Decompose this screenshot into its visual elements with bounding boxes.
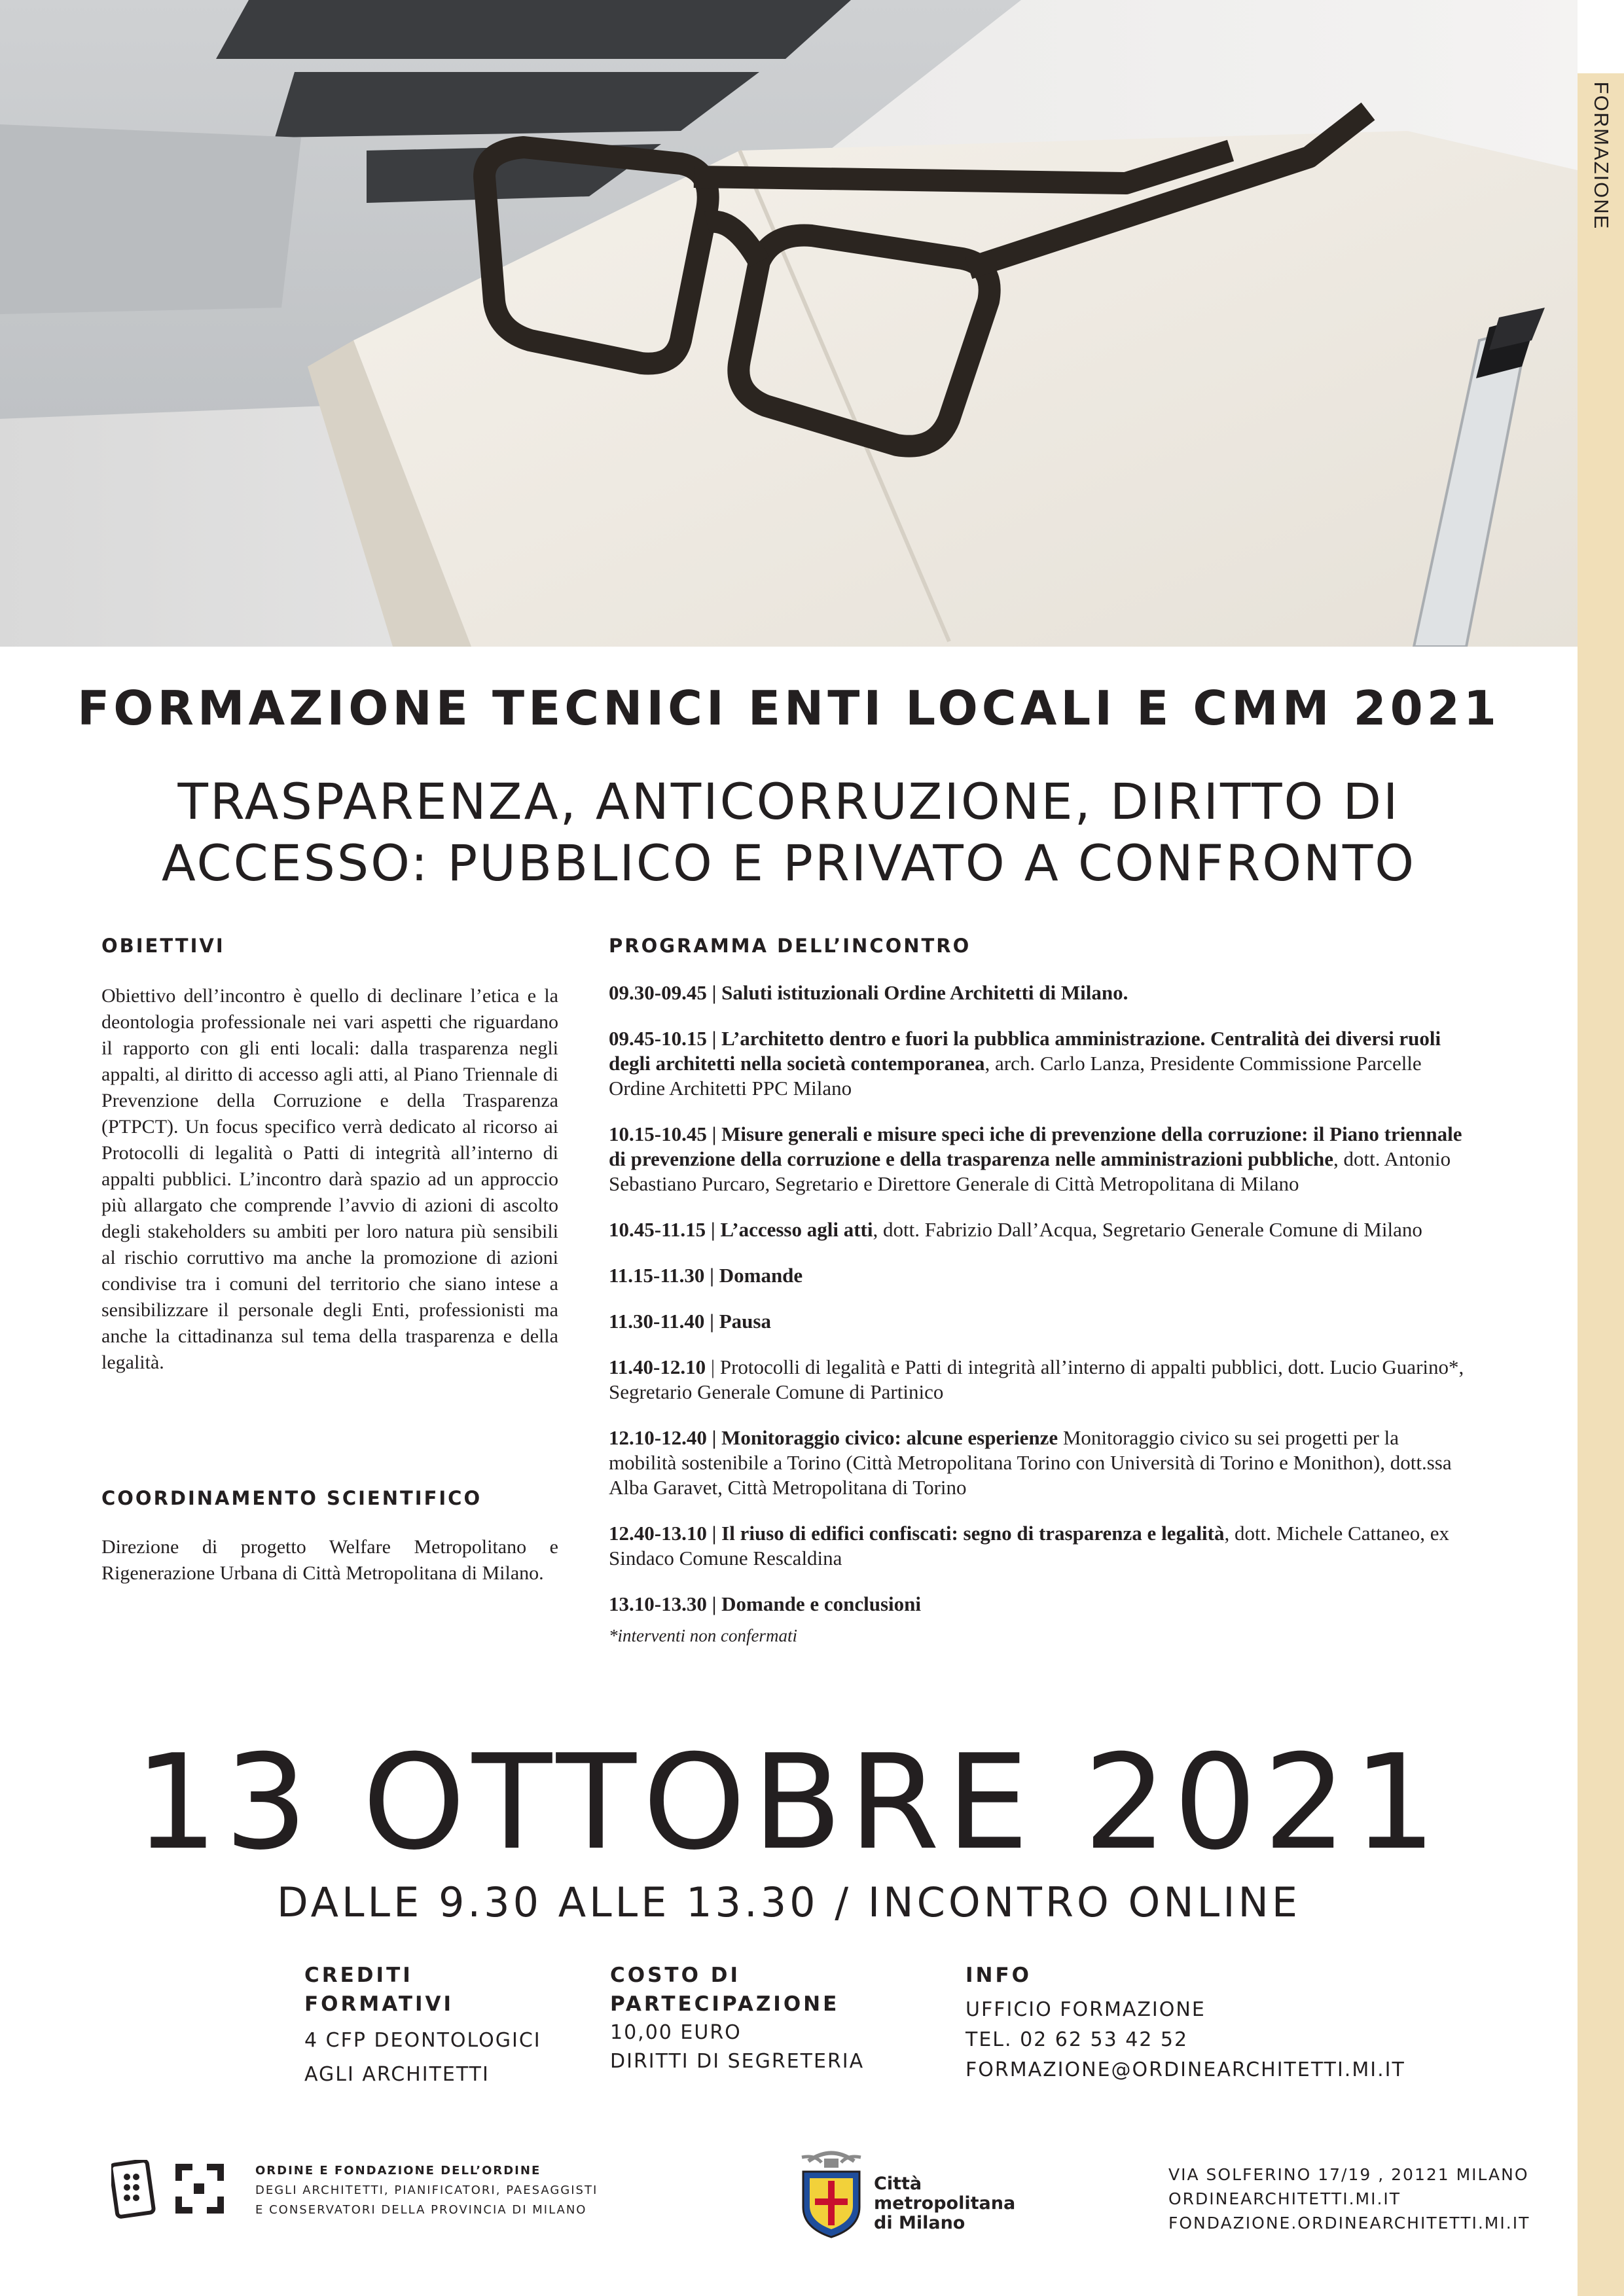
order-name: ORDINE E FONDAZIONE DELL’ORDINE DEGLI ARCHITETTI, PIANIFICATORI, PAESAGGISTI E CONSERVATORI DELLA PROVINCIA DI MILANO — [255, 2164, 598, 2217]
coordination-text: Direzione di progetto Welfare Metropolitano e Rigenerazione Urbana di Città Metropolitana di Milano. — [101, 1536, 558, 1584]
program-item: 12.40-13.10 | Il riuso di edifici confiscati: segno di trasparenza e legalità, dott. Michele Cattaneo, ex Sindaco Comune Rescaldina — [609, 1522, 1449, 1570]
subtitle-line: ACCESSO: PUBBLICO E PRIVATO A CONFRONTO — [161, 834, 1416, 892]
hero-photo — [0, 0, 1578, 647]
program-note: *interventi non confermati — [609, 1626, 797, 1645]
event-date: 13 OTTOBRE 2021 — [134, 1727, 1443, 1879]
subtitle — [0, 771, 1578, 894]
metro-crest-icon — [795, 2148, 867, 2243]
credits-heading: CREDITI — [304, 1964, 413, 1987]
program-item: 11.30-11.40 | Pausa — [609, 1310, 771, 1333]
program-item: 09.45-10.15 | L’architetto dentro e fuori la pubblica amministrazione. Centralità dei diversi ruoli degli architetti nella società contemporanea, arch. Carlo Lanza, Presidente Commissione Parcelle Ordine Architetti PPC Milano — [609, 1027, 1441, 1100]
objectives-heading: OBIETTIVI — [101, 935, 225, 957]
cost-line: DIRITTI DI SEGRETERIA — [610, 2050, 865, 2073]
program-item: 10.15-10.45 | Misure generali e misure speci iche di prevenzione della corruzione: il Piano triennale di prevenzione della corruzione e della trasparenza nelle amministrazioni pubbliche, dott. Antonio Sebastiano Purcaro, Segretario e Direttore Generale di Città Metropolitana di Milano — [609, 1122, 1462, 1195]
cost-heading: PARTECIPAZIONE — [610, 1992, 840, 2016]
info-block — [965, 1961, 1405, 2085]
credits-line: 4 CFP DEONTOLOGICI — [304, 2029, 541, 2052]
metro-name: Città metropolitana di Milano — [874, 2174, 1016, 2233]
objectives-text: Obiettivo dell’incontro è quello di declinare l’etica e la deontologia professionale nei vari aspetti che riguardano il rapporto con gli enti locali: dalla trasparenza negli appalti, al diritto di accesso agli atti, al Piano Triennale di Prevenzione della Corruzione e della Trasparenza (PTPCT). Un focus specifico verrà dedicato al ricorso ai Protocolli di legalità o Patti di integrità all’interno di appalti pubblici. L’incontro darà spazio ad un approccio più allargato che comprende l’avvio di azioni di ascolto degli stakeholders su ambiti per loro natura più sensibili al rischio corruttivo ma anche la promozione di azioni condivise tra i comuni del territorio che siano intese a sensibilizzare il personale degli Enti, professionisti ma anche la cittadinanza sul tema della trasparenza e della legalità. — [101, 985, 558, 1373]
info-phone: TEL. 02 62 53 42 52 — [965, 2028, 1189, 2051]
program-list — [609, 980, 1466, 1646]
cost-block — [610, 1961, 864, 2076]
credits-block — [304, 1961, 541, 2092]
cost-line: 10,00 EURO — [610, 2021, 742, 2044]
program-item: 11.40-12.10 | Protocolli di legalità e Patti di integrità all’interno di appalti pubblici, dott. Lucio Guarino*, Segretario Generale Comune di Partinico — [609, 1355, 1464, 1403]
event-time: DALLE 9.30 ALLE 13.30 / INCONTRO ONLINE — [276, 1878, 1301, 1926]
order-logos — [111, 2160, 236, 2222]
cost-heading: COSTO DI — [610, 1964, 740, 1987]
info-line: UFFICIO FORMAZIONE — [965, 1998, 1206, 2021]
side-label: FORMAZIONE — [1589, 81, 1613, 230]
program-item: 13.10-13.30 | Domande e conclusioni — [609, 1592, 922, 1615]
subtitle-line: TRASPARENZA, ANTICORRUZIONE, DIRITTO DI — [177, 772, 1400, 831]
credits-heading: FORMATIVI — [304, 1992, 454, 2016]
credits-line: AGLI ARCHITETTI — [304, 2063, 490, 2086]
program-item: 09.30-09.45 | Saluti istituzionali Ordine Architetti di Milano. — [609, 981, 1128, 1004]
program-item: 10.45-11.15 | L’accesso agli atti, dott. Fabrizio Dall’Acqua, Segretario Generale Comune di Milano — [609, 1218, 1422, 1241]
coordination-heading: COORDINAMENTO SCIENTIFICO — [101, 1487, 482, 1509]
website-link[interactable]: ORDINEARCHITETTI.MI.IT — [1168, 2189, 1401, 2208]
order-logo-icon — [111, 2160, 236, 2219]
info-email[interactable]: FORMAZIONE@ORDINEARCHITETTI.MI.IT — [965, 2058, 1405, 2081]
address-line: VIA SOLFERINO 17/19 , 20121 MILANO — [1168, 2165, 1529, 2184]
program-heading: PROGRAMMA DELL’INCONTRO — [609, 935, 971, 957]
foundation-link[interactable]: FONDAZIONE.ORDINEARCHITETTI.MI.IT — [1168, 2214, 1530, 2233]
program-item: 11.15-11.30 | Domande — [609, 1264, 803, 1287]
program-item: 12.10-12.40 | Monitoraggio civico: alcune esperienze Monitoraggio civico su sei progetti per la mobilità sostenibile a Torino (Città Metropolitana Torino con Università di Torino e Monithon), dott.ssa Alba Garavet, Città Metropolitana di Torino — [609, 1426, 1452, 1499]
side-band — [1578, 73, 1624, 2296]
info-heading: INFO — [965, 1964, 1032, 1987]
main-title: FORMAZIONE TECNICI ENTI LOCALI E CMM 2021 — [77, 681, 1500, 736]
address-block — [1168, 2162, 1530, 2235]
